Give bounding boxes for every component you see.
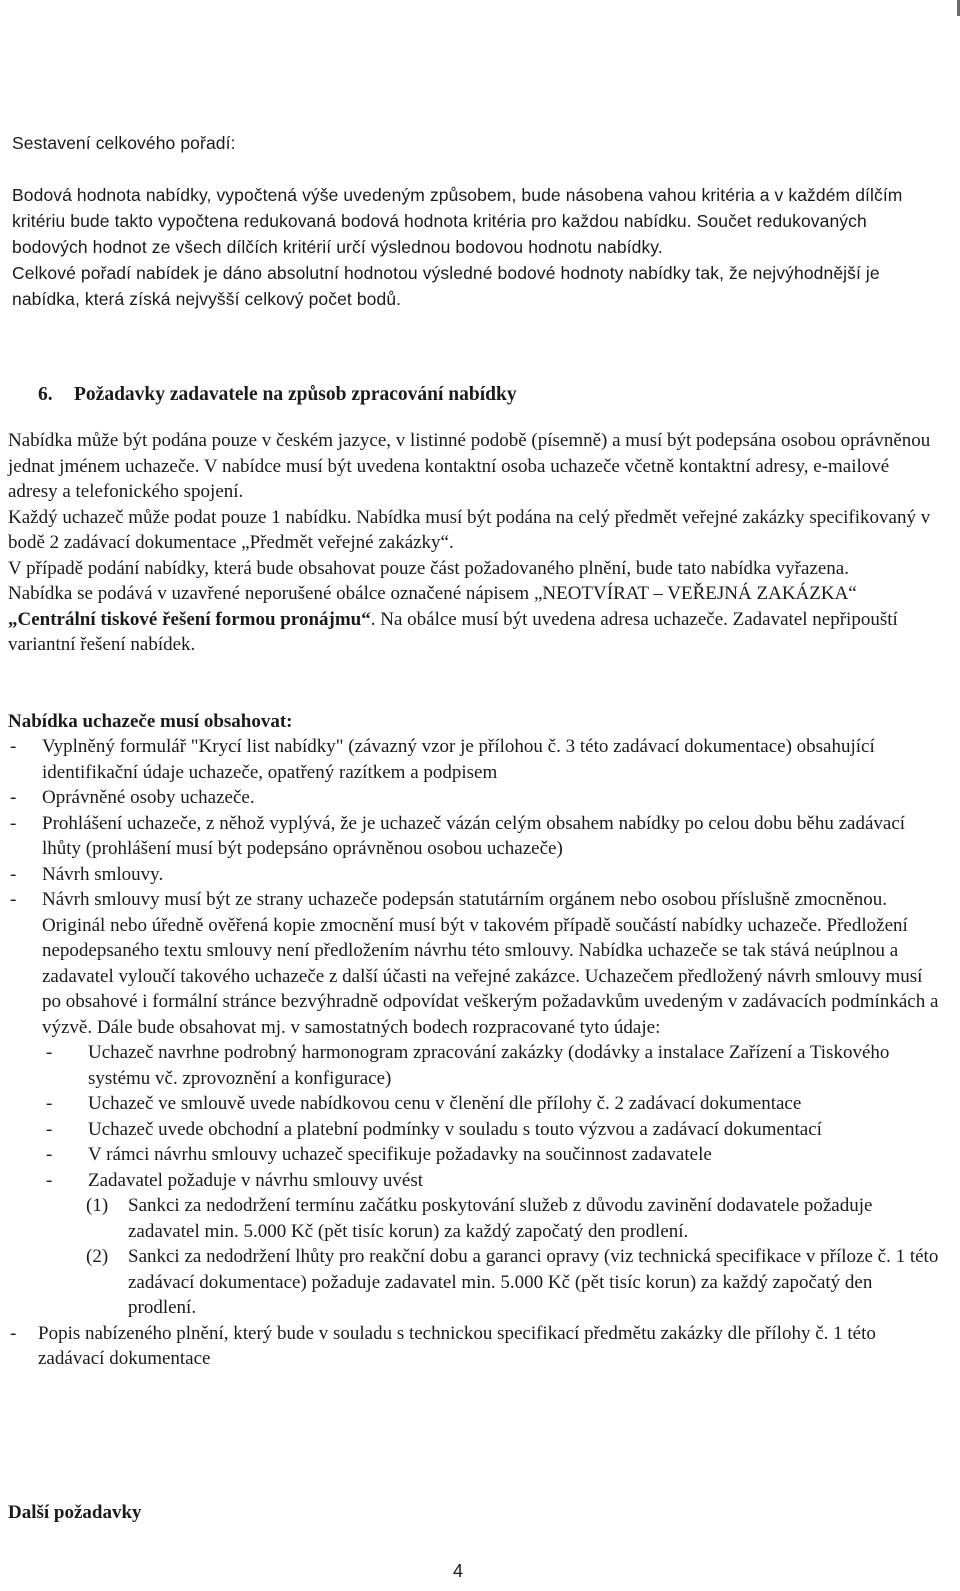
envelope-label-text: Nabídka se podává v uzavřené neporušené obálce označené nápisem „NEOTVÍRAT – VEŘEJNÁ ZAKÁZKA“ <box>8 583 857 604</box>
list-item: - Oprávněné osoby uchazeče. <box>10 787 255 808</box>
list-item: - Vyplněný formulář "Krycí list nabídky" (závazný vzor je přílohou č. 3 této zadávací dokumentace) obsahující identifikační údaje uchazeče, opatřený razítkem a podpisem <box>10 736 875 783</box>
section-6-paragraph-2: Každý uchazeč může podat pouze 1 nabídku. Nabídka musí být podána na celý předmět veřejné zakázky specifikovaný v bodě 2 zadávací dokumentace „Předmět veřejné zakázky“. <box>8 506 931 553</box>
ranking-paragraph-2: Celkové pořadí nabídek je dáno absolutní hodnotou výsledné bodové hodnoty nabídky tak, že nejvýhodnější je nabídka, která získá nejvyšší celkový počet bodů. <box>12 263 880 309</box>
section-6-paragraph-3: V případě podání nabídky, která bude obsahovat pouze část požadovaného plnění, bude tato nabídka vyřazena. <box>8 557 849 579</box>
offer-contents-list <box>8 734 943 1372</box>
section-6-number: 6. <box>38 384 53 405</box>
list-item: - Návrh smlouvy. <box>10 863 164 885</box>
sub-list-item: - Zadavatel požaduje v návrhu smlouvy uvést <box>46 1169 424 1191</box>
further-requirements-heading: Další požadavky <box>8 1502 142 1523</box>
numbered-item: (2) Sankci za nedodržení lhůty pro reakční dobu a garanci opravy (viz technická specifikace v příloze č. 1 této zadávací dokumentace) požaduje zadavatel min. 5.000 Kč (pět tisíc korun) za každý započatý den prodlení. <box>86 1246 939 1318</box>
ranking-heading: Sestavení celkového pořadí: <box>12 133 236 153</box>
section-6-body <box>8 428 943 658</box>
project-name: „Centrální tiskové řešení formou pronájmu“ <box>8 608 371 630</box>
section-6-heading <box>38 384 517 406</box>
list-item: - Prohlášení uchazeče, z něhož vyplývá, že je uchazeč vázán celým obsahem nabídky po celou dobu běhu zadávací lhůty (prohlášení musí být podepsáno oprávněnou osobou uchazeče) <box>10 812 906 859</box>
list-item: - Návrh smlouvy musí být ze strany uchazeče podepsán statutárním orgánem nebo osobou příslušně zmocněnou. Originál nebo úředně ověřená kopie zmocnění musí být v takovém případě součástí nabídky uchazeče. Předložení nepodepsaného textu smlouvy není předložením návrhu této smlouvy. Nabídka uchazeče se tak stává neúplnou a zadavatel vyloučí takového uchazeče z další účasti na veřejné zakázce. Uchazečem předložený návrh smlouvy musí po obsahové i formální stránce bezvýhradně odpovídat veškerým požadavkům uvedeným v zadávacích podmínkách a výzvě. Dále bude obsahovat mj. v samostatných bodech rozpracované tyto údaje: <box>10 889 939 1038</box>
section-6-paragraph-1: Nabídka může být podána pouze v českém jazyce, v listinné podobě (písemně) a musí být podepsána osobou oprávněnou jednat jménem uchazeče. V nabídce musí být uvedena kontaktní osoba uchazeče včetně kontaktní adresy, e-mailové adresy a telefonického spojení. <box>8 430 931 502</box>
section-6-title: Požadavky zadavatele na způsob zpracování nabídky <box>74 384 517 405</box>
offer-contents-heading: Nabídka uchazeče musí obsahovat: <box>8 711 293 732</box>
envelope-address-text: . Na obálce musí být uvedena adresa uchazeče. Zadavatel nepřipouští variantní řešení nabídek. <box>8 608 898 655</box>
section-6-paragraph-4 <box>8 581 943 658</box>
ranking-section <box>12 130 947 312</box>
sub-list-item: - Uchazeč uvede obchodní a platební podmínky v souladu s touto výzvou a zadávací dokumentací <box>46 1118 822 1140</box>
page-number: 4 <box>453 1561 464 1581</box>
contract-details-list <box>46 1040 943 1193</box>
sub-list-item: - V rámci návrhu smlouvy uchazeč specifikuje požadavky na součinnost zadavatele <box>46 1144 712 1165</box>
sub-list-item: - Uchazeč ve smlouvě uvede nabídkovou cenu v členění dle přílohy č. 2 zadávací dokumentace <box>46 1093 802 1114</box>
ranking-paragraph-1: Bodová hodnota nabídky, vypočtená výše uvedeným způsobem, bude násobena vahou kritéria a v každém dílčím kritériu bude takto vypočtena redukovaná bodová hodnota kritéria pro každou nabídku. Součet redukovaných bodových hodnot ze všech dílčích kritérií určí výslednou bodovou hodnotu nabídky. <box>12 185 903 257</box>
list-item: - Popis nabízeného plnění, který bude v souladu s technickou specifikací předmětu zakázky dle přílohy č. 1 této zadávací dokumentace <box>10 1322 876 1369</box>
numbered-item: (1) Sankci za nedodržení termínu začátku poskytování služeb z důvodu zavinění dodavatele požaduje zadavatel min. 5.000 Kč (pět tisíc korun) za každý započatý den prodlení. <box>86 1195 873 1242</box>
penalty-list <box>86 1193 943 1321</box>
sub-list-item: - Uchazeč navrhne podrobný harmonogram zpracování zakázky (dodávky a instalace Zařízení a Tiskového systému vč. zprovoznění a konfigurace) <box>46 1042 890 1089</box>
